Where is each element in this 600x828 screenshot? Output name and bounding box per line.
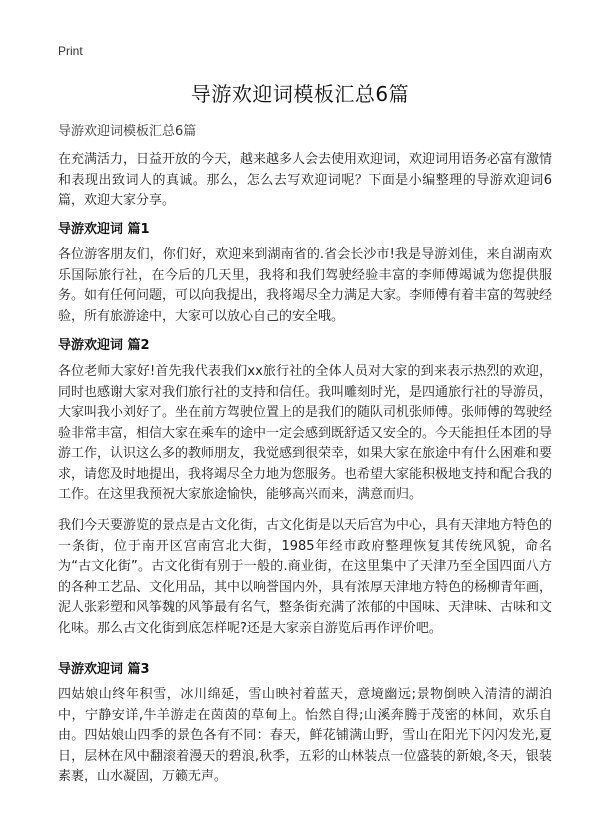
section-3-paragraph-1: 四姑娘山终年积雪，冰川绵延，雪山映衬着蓝天，意境幽远;景物倒映入清清的湖泊中，宁静安详,牛羊游走在茵茵的草甸上。怡然自得;山溪奔腾于茂密的林间，欢乐自由。四姑娘山四季的景色各有不同：春天，鲜花铺满山野，雪山在阳光下闪闪发光,夏日，层林在风中翻滚着漫天的碧浪,秋季，五彩的山林装点一位盛装的新娘,冬天，银装素裹，山水凝固，万籁无声。	[58, 687, 552, 784]
print-label[interactable]: Print	[58, 44, 83, 58]
section-heading-1: 导游欢迎词 篇1	[58, 222, 150, 237]
section-2-paragraph-2: 我们今天要游览的景点是古文化街，古文化街是以天后宫为中心，具有天津地方特色的一条街，位于南开区宫南宫北大街，1985年经市政府整理恢复其传统风貌，命名为“古文化街”。古文化街有别于一般的.商业街，在这里集中了天津乃至全国四面八方的各种工艺品、文化用品，其中以响誉国内外，具有浓厚天津地方特色的杨柳青年画，泥人张彩塑和风筝魏的风筝最有名气，整条街充满了浓郁的中国味、天津味、古味和文化味。那么古文化街到底怎样呢?还是大家亲自游览后再作评价吧。	[58, 518, 553, 636]
page-title: 导游欢迎词模板汇总6篇	[190, 82, 410, 106]
section-heading-3: 导游欢迎词 篇3	[58, 662, 150, 677]
intro-paragraph: 在充满活力，日益开放的今天，越来越多人会去使用欢迎词，欢迎词用语务必富有激情和表现出致词人的真诚。那么，怎么去写欢迎词呢？下面是小编整理的导游欢迎词6篇，欢迎大家分享。	[58, 152, 553, 208]
section-heading-2: 导游欢迎词 篇2	[58, 338, 150, 353]
section-1-paragraph-1: 各位游客朋友们，你们好，欢迎来到湖南省的.省会长沙市!我是导游刘佳，来自湖南欢乐国际旅行社，在今后的几天里，我将和我们驾驶经验丰富的李师傅竭诚为您提供服务。如有任何问题，可以向我提出，我将竭尽全力满足大家。李师傅有着丰富的驾驶经验，所有旅游途中，大家可以放心自己的安全哦。	[58, 247, 553, 324]
section-2-paragraph-1: 各位老师大家好!首先我代表我们xx旅行社的全体人员对大家的到来表示热烈的欢迎，同时也感谢大家对我们旅行社的支持和信任。我叫雕刻时光，是四通旅行社的导游员，大家叫我小刘好了。坐在前方驾驶位置上的是我们的随队司机张师傅。张师傅的驾驶经验非常丰富，相信大家在乘车的途中一定会感到既舒适又安全的。今天能担任本团的导游工作，认识这么多的教师朋友，我觉感到很荣幸，如果大家在旅途中有什么困难和要求，请您及时地提出，我将竭尽全力地为您服务。也希望大家能积极地支持和配合我的工作。在这里我预祝大家旅途愉快，能够高兴而来，满意而归。	[58, 364, 553, 502]
document-subtitle: 导游欢迎词模板汇总6篇	[58, 124, 197, 139]
